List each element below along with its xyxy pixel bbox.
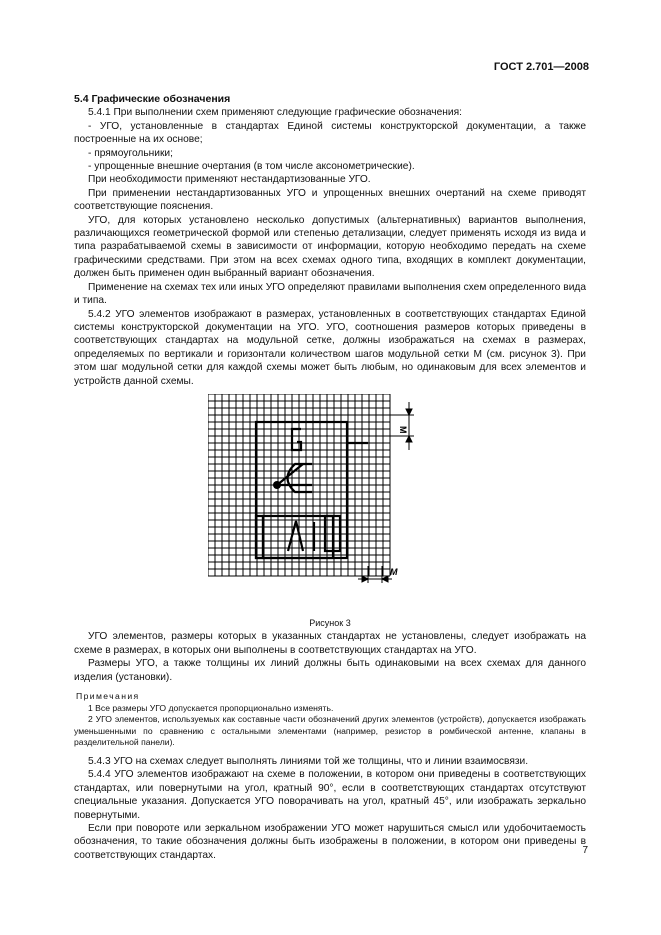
paragraph: 5.4.1 При выполнении схем применяют следующие графические обозначения: — [88, 107, 462, 119]
paragraph: Применение на схемах тех или иных УГО определяют правилами выполнения схем определенного вида и типа. — [74, 281, 586, 307]
figure-caption: Рисунок 3 — [309, 617, 351, 628]
list-item: - УГО, установленные в стандартах Единой системы конструкторской документации, а также построенные на их основе; — [74, 120, 586, 146]
paragraph: При применении нестандартизованных УГО и упрощенных внешних очертаний на схеме приводят соответствующие пояснения. — [74, 187, 586, 213]
dimension-label-horizontal: М — [390, 566, 398, 577]
paragraph: УГО, для которых установлено несколько допустимых (альтернативных) вариантов выполнения, различающихся геометрической формой или степенью детализации, следует применять исходя из вида и типа разрабатываемой схемы в зависимости от информации, которую необходимо передать на схеме графическими средствами. При этом на всех схемах одного типа, входящих в комплект документации, должен быть применен один выбранный вариант обозначения. — [74, 214, 586, 280]
paragraph: Размеры УГО, а также толщины их линий должны быть одинаковыми на всех схемах для данного изделия (установки). — [74, 658, 586, 683]
inner-rectangle — [263, 516, 333, 558]
paragraph: 5.4.2 УГО элементов изображают в размерах, установленных в соответствующих стандартах Единой системы конструкторской документации на УГО. УГО, соотношения размеров которых приведены в соответствующих стандартах на модульной сетке, должны изображаться на схемах в размерах, определяемых по вертикали и горизонтали количеством шагов модульной сетки М (см. рисунок 3). При этом шаг модульной сетки для каждой схемы может быть любым, но одинаковым для всех элементов и устройств данной схемы. — [74, 308, 586, 387]
section-title: 5.4 Графические обозначения — [74, 93, 231, 105]
modular-grid-figure — [208, 394, 448, 594]
letter-g-shape — [292, 429, 301, 450]
paragraph: 5.4.3 УГО на схемах следует выполнять линиями той же толщины, что и линии взаимосвязи. — [88, 755, 529, 767]
document-header: ГОСТ 2.701—2008 — [493, 61, 589, 73]
paragraph: Если при повороте или зеркальном изображении УГО может нарушиться смысл или удобочитаемость обозначения, то такие обозначения должны быть изображены в положении, в котором они приведены в соответствующих стандартах. — [74, 822, 586, 861]
list-item: - прямоугольники; — [88, 147, 173, 159]
dimension-label-vertical: М — [398, 425, 408, 434]
paragraph: При необходимости применяют нестандартизованные УГО. — [88, 174, 371, 186]
notes-title: Примечания — [76, 690, 140, 701]
note-item: 2 УГО элементов, используемых как составные части обозначений других элементов (устройств), допускается изображать уменьшенными по сравнению с остальными элементами (например, резистор в ромбической антенне, клапаны в разделительной панели). — [74, 714, 586, 748]
note-item: 1 Все размеры УГО допускается пропорционально изменять. — [88, 702, 334, 713]
page-content — [74, 93, 586, 862]
notes-block — [74, 691, 586, 749]
ugo-symbols — [256, 422, 368, 558]
list-item: - упрощенные внешние очертания (в том числе аксонометрические). — [88, 161, 415, 173]
page-number: 7 — [582, 845, 588, 856]
paragraph: 5.4.4 УГО элементов изображают на схеме в положении, в котором они приведены в соответствующих стандартах, или повернутыми на угол, кратный 90°, если в соответствующих стандартах отсутствуют специальные указания. Допускается УГО поворачивать на угол, кратный 45°, или изображать зеркально повернутыми. — [74, 769, 586, 821]
triangle-shape — [288, 521, 303, 551]
figure-3 — [74, 394, 586, 617]
paragraph: УГО элементов, размеры которых в указанных стандартах не установлены, следует изображать на схеме в размерах, в которых они выполнены в соответствующих стандартах на УГО. — [74, 631, 586, 656]
connection-dot — [273, 481, 281, 489]
